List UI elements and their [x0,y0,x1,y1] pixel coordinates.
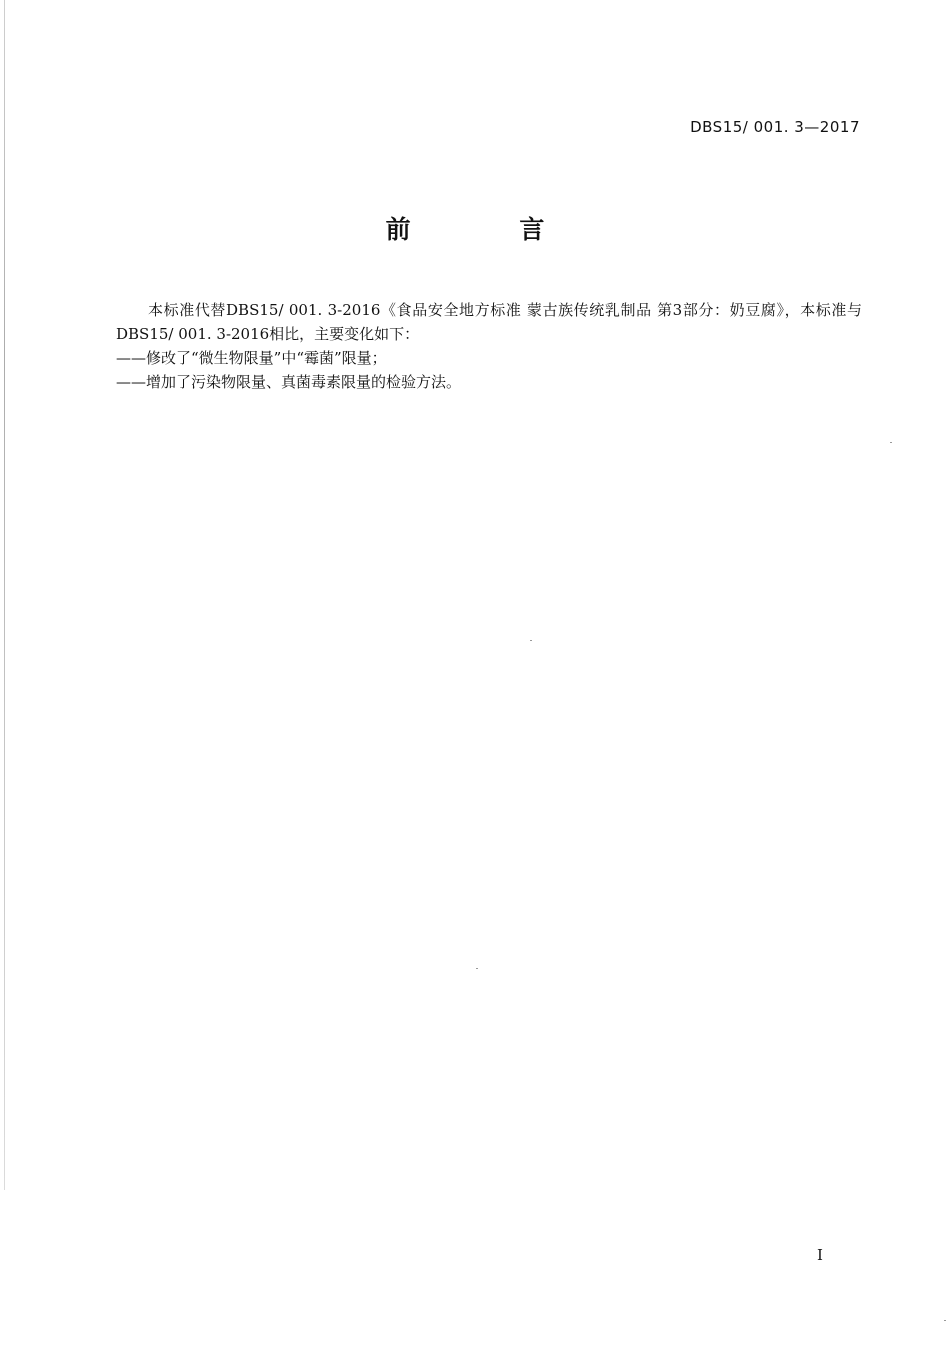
document-code: DBS15/ 001. 3—2017 [690,118,860,136]
scan-edge-line [4,0,5,1190]
scan-speck [476,968,478,969]
change-list [116,346,461,394]
preface-paragraph: 本标准代替DBS15/ 001. 3-2016《食品安全地方标准 蒙古族传统乳制品 第3部分：奶豆腐》，本标准与DBS15/ 001. 3-2016相比，主要变化如下： [116,301,862,343]
scan-speck [944,1320,946,1321]
page-title: 前 言 [385,215,595,244]
list-item: ——增加了污染物限量、真菌毒素限量的检验方法。 [116,373,462,391]
page-number: I [817,1246,823,1264]
list-item: ——修改了“微生物限量”中“霉菌”限量； [116,349,387,367]
scan-speck [890,442,892,443]
scan-speck [530,640,532,641]
